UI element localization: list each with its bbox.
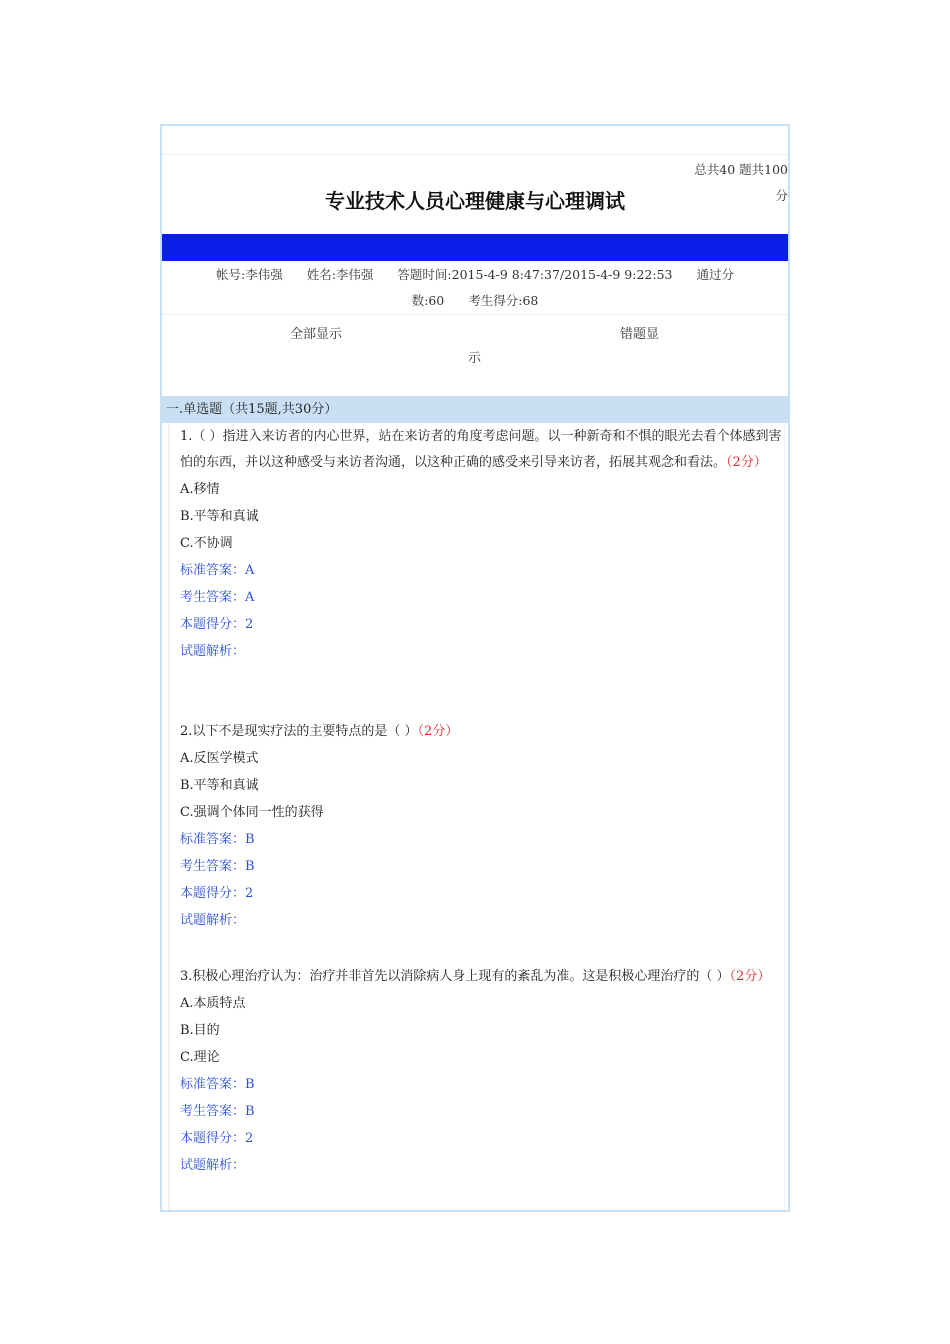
question-stem: [180, 964, 788, 990]
question-score: 本题得分：2: [180, 886, 254, 901]
question-item: [180, 719, 788, 934]
show-wrong-link[interactable]: 错题显: [620, 327, 660, 342]
standard-answer: 标准答案：B: [180, 832, 255, 847]
option-a: A.反医学模式: [180, 751, 259, 766]
header-row: [162, 154, 788, 235]
header-divider-bar: [162, 234, 788, 261]
standard-answer: 标准答案：B: [180, 1077, 255, 1092]
question-score: 本题得分：2: [180, 617, 254, 632]
exam-info-line2: [162, 288, 788, 314]
student-answer: 考生答案：B: [180, 1104, 255, 1119]
question-stem: [180, 719, 788, 745]
question-analysis: 试题解析：: [180, 913, 246, 928]
question-text: 3.积极心理治疗认为：治疗并非首先以消除病人身上现有的紊乱为准。这是积极心理治疗的（ ）: [180, 969, 730, 984]
question-analysis: 试题解析：: [180, 1158, 246, 1173]
exam-info: [162, 262, 788, 314]
question-item: [180, 964, 788, 1179]
option-a: A.移情: [180, 482, 220, 497]
filter-row: [162, 314, 788, 395]
option-b: B.平等和真诚: [180, 509, 259, 524]
student-answer: 考生答案：A: [180, 590, 255, 605]
standard-answer: 标准答案：A: [180, 563, 255, 578]
pass-score-part1: 通过分: [696, 267, 735, 282]
show-all-link[interactable]: 全部显示: [290, 327, 343, 342]
question-points: （2分）: [729, 969, 771, 984]
account-label: 帐号:李伟强: [215, 267, 283, 282]
answer-time: 答题时间:2015-4-9 8:47:37/2015-4-9 9:22:53: [397, 267, 673, 282]
total-summary-line1: 总共40 题共100: [694, 162, 788, 177]
student-answer: 考生答案：B: [180, 859, 255, 874]
question-text: 2.以下不是现实疗法的主要特点的是（ ）: [180, 724, 418, 739]
question-analysis: 试题解析：: [180, 644, 246, 659]
exam-info-line1: [162, 262, 788, 288]
question-stem: [180, 424, 788, 476]
pass-score-part2: 数:60: [411, 293, 445, 308]
page-title: 专业技术人员心理健康与心理调试: [325, 189, 625, 213]
question-points: （2分）: [417, 724, 459, 739]
question-column: [168, 424, 785, 1210]
question-score: 本题得分：2: [180, 1131, 254, 1146]
option-b: B.平等和真诚: [180, 778, 259, 793]
question-list: [162, 424, 788, 1210]
name-label: 姓名:李伟强: [306, 267, 374, 282]
option-a: A.本质特点: [180, 996, 246, 1011]
question-text: 1.（ ）指进入来访者的内心世界，站在来访者的角度考虑问题。以一种新奇和不惧的眼光去看个体感到害怕的东西，并以这种感受与来访者沟通，以这种正确的感受来引导来访者，拓展其观念和看法。: [180, 429, 782, 470]
option-c: C.强调个体同一性的获得: [180, 805, 324, 820]
option-c: C.不协调: [180, 536, 233, 551]
exam-result-panel: [160, 124, 790, 1212]
student-score: 考生得分:68: [468, 293, 539, 308]
total-summary: [680, 157, 790, 209]
question-points: （2分）: [726, 455, 767, 470]
question-item: [180, 424, 788, 665]
section-heading: 一.单选题（共15题,共30分）: [162, 396, 788, 423]
option-c: C.理论: [180, 1050, 220, 1065]
show-wrong-link-wrap[interactable]: 示: [468, 351, 482, 366]
total-summary-line2: 分: [775, 188, 788, 203]
option-b: B.目的: [180, 1023, 220, 1038]
